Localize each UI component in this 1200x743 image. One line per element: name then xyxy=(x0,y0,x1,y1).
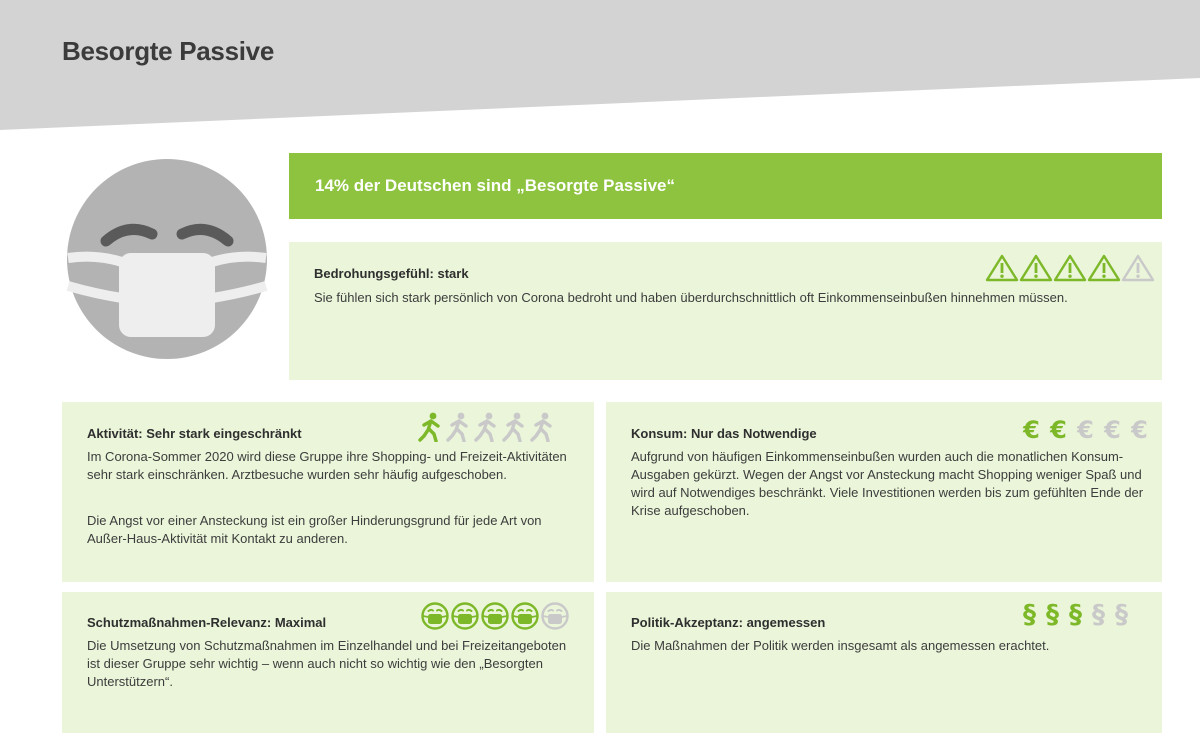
politics-title: Politik-Akzeptanz: angemessen xyxy=(631,615,826,630)
euro-icon: € xyxy=(1131,416,1148,444)
paragraph-icon: § xyxy=(1069,600,1082,630)
page-title: Besorgte Passive xyxy=(62,36,274,66)
paragraph-icon: § xyxy=(1092,600,1105,630)
paragraph-icon: § xyxy=(1046,600,1059,630)
politics-text: Die Maßnahmen der Politik werden insgesamt als angemessen erachtet. xyxy=(631,638,1050,653)
protection-rating xyxy=(420,601,570,631)
warning-triangle-icon xyxy=(1087,254,1121,282)
walking-person-icon xyxy=(529,412,557,442)
consumption-card xyxy=(606,402,1162,582)
activity-text-2: Die Angst vor einer Ansteckung ist ein großer Hinderungsgrund für jede Art von Außer-Haus-Aktivität mit Kontakt zu anderen. xyxy=(87,513,542,546)
walking-person-icon xyxy=(417,412,445,442)
consumption-text: Aufgrund von häufigen Einkommenseinbußen wurden auch die monatlichen Konsum-Ausgaben gekürzt. Wegen der Angst vor Ansteckung macht Shopping weniger Spaß und wird auf Notwendiges beschränkt. Viele Investitionen werden bis zum gefühlten Ende der Krise aufgeschoben. xyxy=(631,449,1144,518)
masked-face-icon xyxy=(480,601,510,631)
warning-triangle-icon xyxy=(1121,254,1155,282)
activity-title: Aktivität: Sehr stark eingeschränkt xyxy=(87,426,302,441)
masked-face-avatar xyxy=(66,158,268,360)
activity-text-1: Im Corona-Sommer 2020 wird diese Gruppe ihre Shopping- und Freizeit-Aktivitäten sehr stark einschränken. Arztbesuche wurden sehr häufig aufgeschoben. xyxy=(87,449,567,482)
threat-title: Bedrohungsgefühl: stark xyxy=(314,266,469,281)
protection-title: Schutzmaßnahmen-Relevanz: Maximal xyxy=(87,615,327,630)
threat-rating xyxy=(985,254,1155,282)
warning-triangle-icon xyxy=(1019,254,1053,282)
euro-icon: € xyxy=(1050,416,1067,444)
warning-triangle-icon xyxy=(1053,254,1087,282)
masked-face-icon xyxy=(540,601,570,631)
politics-card xyxy=(606,592,1162,733)
threat-text: Sie fühlen sich stark persönlich von Corona bedroht und haben überdurchschnittlich oft Einkommenseinbußen hinnehmen müssen. xyxy=(314,290,1068,305)
paragraph-icon: § xyxy=(1115,600,1128,630)
warning-triangle-icon xyxy=(985,254,1019,282)
activity-card xyxy=(62,402,594,582)
protection-card xyxy=(62,592,594,733)
politics-rating xyxy=(1018,600,1133,630)
walking-person-icon xyxy=(445,412,473,442)
walking-person-icon xyxy=(473,412,501,442)
banner-text: 14% der Deutschen sind „Besorgte Passive“ xyxy=(315,176,675,195)
threat-card xyxy=(289,242,1162,380)
consumption-rating xyxy=(1018,416,1153,444)
percentage-banner xyxy=(289,153,1162,219)
masked-face-icon xyxy=(510,601,540,631)
euro-icon: € xyxy=(1077,416,1094,444)
masked-face-icon xyxy=(420,601,450,631)
euro-icon: € xyxy=(1023,416,1040,444)
activity-rating xyxy=(417,412,557,442)
consumption-title: Konsum: Nur das Notwendige xyxy=(631,426,817,441)
masked-face-icon xyxy=(450,601,480,631)
walking-person-icon xyxy=(501,412,529,442)
protection-text: Die Umsetzung von Schutzmaßnahmen im Einzelhandel und bei Freizeitangeboten ist dieser Gruppe sehr wichtig – wenn auch nicht so wichtig wie den „Besorgten Unterstützern“. xyxy=(87,638,567,689)
paragraph-icon: § xyxy=(1023,600,1036,630)
euro-icon: € xyxy=(1104,416,1121,444)
